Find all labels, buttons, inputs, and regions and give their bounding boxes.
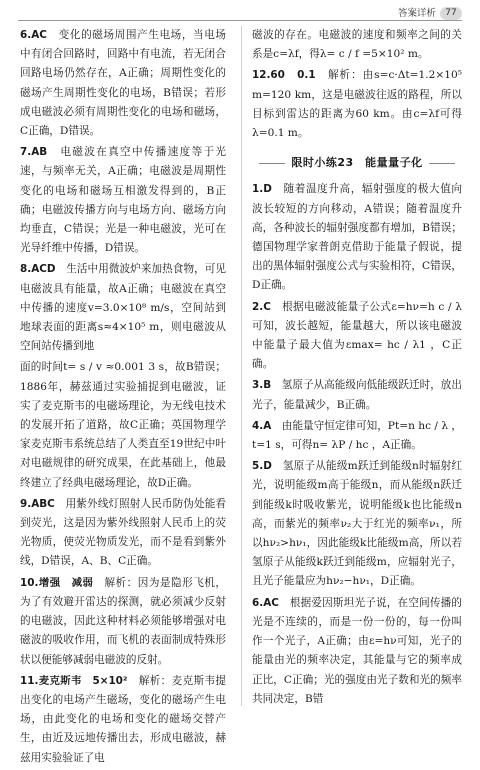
answer-item: 4.A 由能量守恒定律可知，Pt=n hc / λ ，t=1 s，可得n= λP / hc ，A正确。: [252, 419, 463, 452]
section-title: 限时小练23 能量量子化: [252, 153, 462, 172]
answer-item: 10.增强 减弱 解析：因为是隐形飞机，为了有效避开雷达的探测，就必须减少反射的电磁波，因此这种材料必须能够增强对电磁波的吸收作用，而飞机的表面制成特殊形状以便能够减弱电磁波的反射。: [20, 576, 226, 666]
answer-item: 12.60 0.1 解析：由s=c·Δt=1.2×10⁵ m=120 km，这是电磁波往返的路程，所以目标到雷达的距离为60 km。由c=λf可得λ=0.1 m。: [252, 69, 462, 140]
right-column: [252, 26, 462, 711]
answer-continuation: 面的时间t= s / v ≈0.001 3 s，故B错误；1886年，赫兹通过实验捕捉到电磁波，证实了麦克斯韦的电磁场理论，为无线电技术的发展开拓了道路，故C正确；英国物理学家麦克斯韦系统总结了人类直至19世纪中叶对电磁规律的研究成果，在此基础上，他最终建立了经典电磁场理论，故D正确。: [20, 361, 226, 489]
answer-continuation: 磁波的存在。电磁波的速度和频率之间的关系是c=λf，得λ= c / f =5×10² m。: [252, 29, 462, 61]
answer-item: 1.D 随着温度升高，辐射强度的极大值向波长较短的方向移动，A错误；随着温度升高，各种波长的辐射强度都有增加，B错误；德国物理学家普朗克借助于能量子假说，提出的黑体辐射强度公式与实验相符，C错误，D正确。: [252, 183, 463, 292]
answer-item: 6.AC 变化的磁场周围产生电场，当电场中有闭合回路时，回路中有电流，若无闭合回路电场仍然存在，A正确；周期性变化的磁场产生周期性变化的电场，B错误；若形成电磁波必须有周期性变化的电场和磁场，C正确，D错误。: [20, 29, 227, 138]
answer-item: 5.D 氢原子从能级m跃迁到能级n时辐射红光，说明能级m高于能级n，而从能级n跃迁到能级k时吸收紫光，说明能级k也比能级n高，而紫光的频率ν₂大于红光的频率ν₁，所以hν₂>hν₁，因此能级k比能级m高，所以若氢原子从能级k跃迁到能级m，应辐射光子，且光子能量应为hν₂−hν₁，D正确。: [252, 460, 462, 588]
answer-item: 6.AC 根据爱因斯坦光子说，在空间传播的光是不连续的，而是一份一份的，每一份叫作一个光子，A正确；由ε=hν可知，光子的能量由光的频率决定，其能量与它的频率成正比，C正确；光的强度由光子数和光的频率共同决定，B错: [252, 596, 462, 705]
header-rule: [18, 20, 462, 21]
answer-item: 3.B 氢原子从高能级向低能级跃迁时，放出光子，能量减少，B正确。: [252, 379, 463, 411]
header-label: 答案详析: [397, 8, 436, 19]
answer-item: 7.AB 电磁波在真空中传播速度等于光速，与频率无关，A正确；电磁波是周期性变化的电场和磁场互相激发得到的，B正确；电磁波传播方向与电场方向、磁场方向均垂直，C错误；光是一种电磁波，光可在光导纤维中传播，D错误。: [20, 146, 227, 255]
answer-item: 11.麦克斯韦 5×10² 解析：麦克斯韦提出变化的电场产生磁场，变化的磁场产生电场，由此变化的电场和变化的磁场交替产生，由近及远地传播出去，形成电磁波，赫兹用实验验证了电: [20, 674, 227, 764]
answer-item: 8.ACD 生活中用微波炉来加热食物，可见电磁波具有能量，故A正确；电磁波在真空中传播的速度v=3.0×10⁸ m/s，空间站到地球表面的距离s≈4×10⁵ m，则电磁波从空间站传播到地: [20, 263, 227, 353]
page-header: [0, 0, 480, 22]
page-number: 77: [440, 7, 462, 20]
column-divider: [241, 26, 242, 706]
answer-item: 2.C 根据电磁波能量子公式ε=hν=h c / λ 可知，波长越短，能量越大，所以该电磁波中能量子最大值为εmax= hc / λ1 ，C正确。: [252, 300, 462, 371]
answer-item: 9.ABC 用紫外线灯照射人民币防伪处能看到荧光，这是因为紫外线照射人民币上的荧光物质，使荧光物质发光，而不是看到紫外线，D错误，A、B、C正确。: [20, 497, 227, 568]
left-column: [20, 26, 226, 770]
